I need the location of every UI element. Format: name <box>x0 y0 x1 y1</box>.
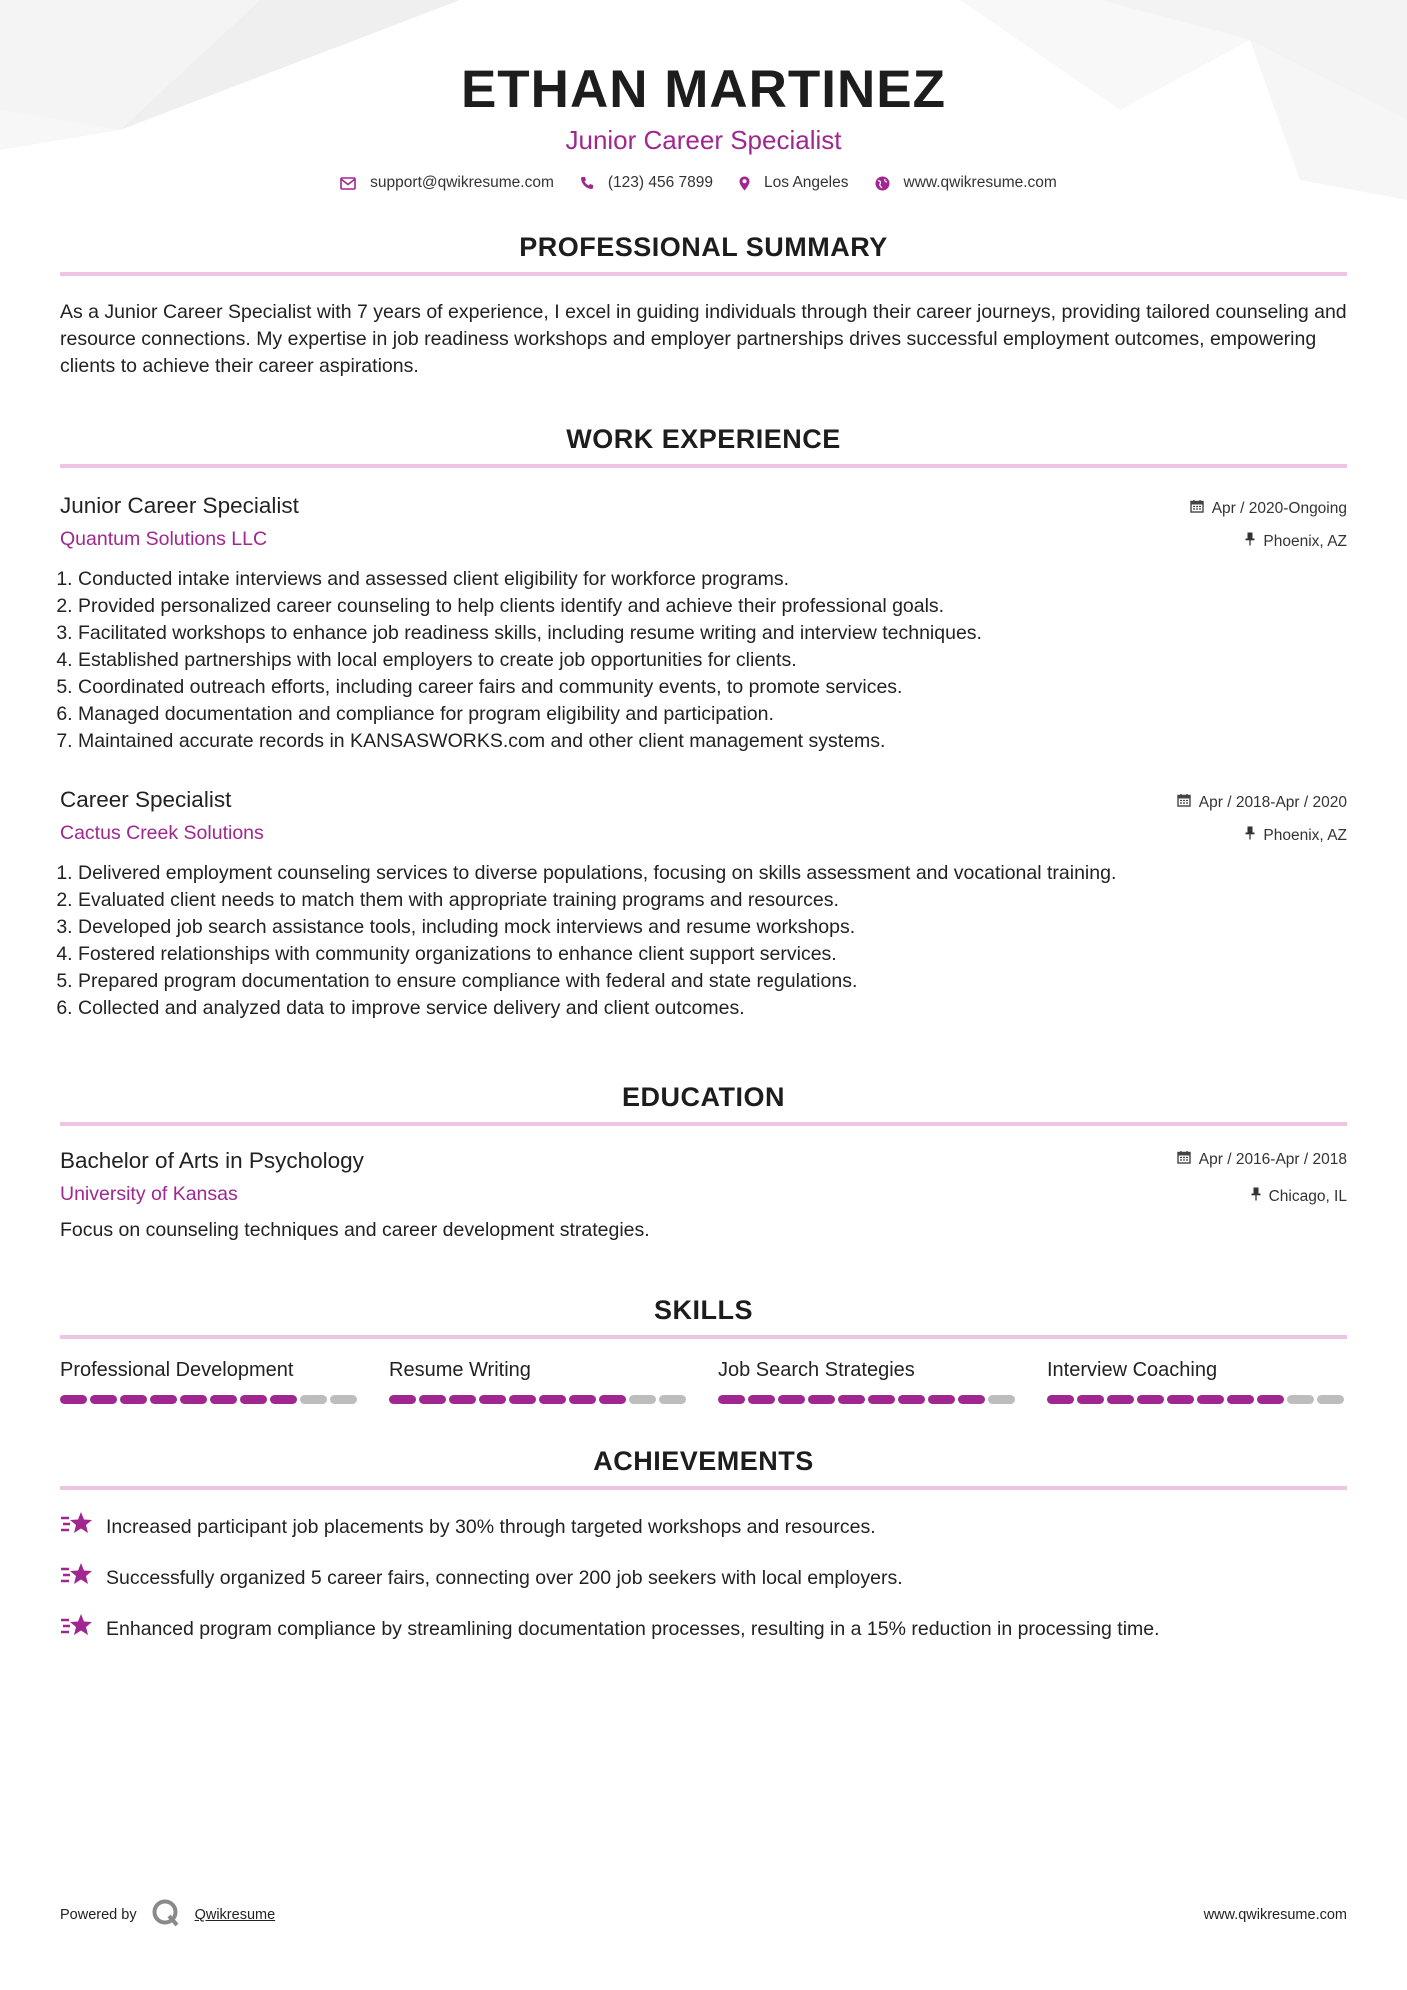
education-heading: EDUCATION <box>622 1082 785 1112</box>
job-title: Career Specialist <box>60 787 232 812</box>
skill-segment-filled <box>90 1395 117 1404</box>
skill-segment-filled <box>449 1395 476 1404</box>
job-dates: Apr / 2018-Apr / 2020 <box>1198 794 1347 811</box>
skill-segment-filled <box>479 1395 506 1404</box>
skill-segment-filled <box>1137 1395 1164 1404</box>
list-item: 2. Provided personalized career counseling to help clients identify and achieve their professional goals. <box>78 593 1347 620</box>
achievement-text: Enhanced program compliance by streamlining documentation processes, resulting in a 15% reduction in processing time. <box>106 1617 1160 1640</box>
achievement-text: Successfully organized 5 career fairs, connecting over 200 job seekers with local employers. <box>106 1566 903 1589</box>
degree-title: Bachelor of Arts in Psychology <box>60 1148 364 1173</box>
list-item: 6. Managed documentation and compliance for program eligibility and participation. <box>78 701 1347 728</box>
summary-section <box>60 230 1347 380</box>
skill-segment-filled <box>509 1395 536 1404</box>
pushpin-icon <box>1245 826 1255 846</box>
star-icon <box>60 1612 94 1645</box>
experience-heading: WORK EXPERIENCE <box>566 424 841 454</box>
job-title: Junior Career Specialist <box>60 493 299 518</box>
education-section <box>60 1080 1347 1243</box>
skill-name: Resume Writing <box>389 1359 531 1381</box>
powered-by <box>60 1898 275 1932</box>
skill-segment-empty <box>629 1395 656 1404</box>
skill-segment-filled <box>838 1395 865 1404</box>
skill-level-bar <box>60 1395 360 1404</box>
skills-list <box>60 1357 1347 1404</box>
skill-segment-filled <box>868 1395 895 1404</box>
skill-item <box>1047 1357 1347 1404</box>
phone-icon <box>580 176 594 190</box>
job-location: Phoenix, AZ <box>1263 827 1347 844</box>
globe-icon <box>875 176 890 191</box>
section-divider <box>60 1122 1347 1126</box>
list-item: 1. Conducted intake interviews and assessed client eligibility for workforce programs. <box>78 566 1347 593</box>
calendar-icon <box>1190 499 1204 519</box>
achievements-heading: ACHIEVEMENTS <box>593 1446 814 1476</box>
skill-segment-empty <box>659 1395 686 1404</box>
skill-segment-filled <box>778 1395 805 1404</box>
list-item: 6. Collected and analyzed data to improve service delivery and client outcomes. <box>78 995 1347 1022</box>
section-divider <box>60 1486 1347 1490</box>
company-name: Cactus Creek Solutions <box>60 822 264 844</box>
skills-section <box>60 1293 1347 1404</box>
skill-item <box>718 1357 1018 1404</box>
qwikresume-logo-icon <box>151 1898 181 1932</box>
skill-segment-filled <box>808 1395 835 1404</box>
skill-segment-filled <box>569 1395 596 1404</box>
skill-segment-filled <box>150 1395 177 1404</box>
education-dates: Apr / 2016-Apr / 2018 <box>1198 1151 1347 1168</box>
skill-level-bar <box>389 1395 689 1404</box>
skill-item <box>60 1357 360 1404</box>
achievement-item <box>60 1510 1347 1543</box>
job-duties <box>60 860 1347 1022</box>
job-location: Phoenix, AZ <box>1263 533 1347 550</box>
company-name: Quantum Solutions LLC <box>60 528 268 550</box>
website-text: www.qwikresume.com <box>903 174 1057 191</box>
phone-text: (123) 456 7899 <box>607 174 714 191</box>
skill-level-bar <box>718 1395 1018 1404</box>
education-location: Chicago, IL <box>1268 1188 1347 1205</box>
list-item: 5. Prepared program documentation to ensure compliance with federal and state regulations. <box>78 968 1347 995</box>
education-description: Focus on counseling techniques and career development strategies. <box>60 1219 650 1241</box>
skill-segment-filled <box>1167 1395 1194 1404</box>
job-dates: Apr / 2020-Ongoing <box>1211 500 1347 517</box>
list-item: 3. Developed job search assistance tools, including mock interviews and resume workshops. <box>78 914 1347 941</box>
skill-segment-filled <box>1047 1395 1074 1404</box>
list-item: 1. Delivered employment counseling services to diverse populations, focusing on skills assessment and vocational training. <box>78 860 1347 887</box>
envelope-icon <box>340 177 356 190</box>
powered-by-label: Powered by <box>60 1907 137 1923</box>
skill-item <box>389 1357 689 1404</box>
calendar-icon <box>1177 793 1191 813</box>
skill-segment-filled <box>1227 1395 1254 1404</box>
job-entry <box>60 491 1347 755</box>
skill-segment-filled <box>180 1395 207 1404</box>
skill-segment-filled <box>599 1395 626 1404</box>
skill-segment-empty <box>988 1395 1015 1404</box>
skill-segment-filled <box>1077 1395 1104 1404</box>
skill-segment-filled <box>718 1395 745 1404</box>
skill-segment-filled <box>1197 1395 1224 1404</box>
skill-segment-filled <box>389 1395 416 1404</box>
skill-segment-filled <box>1107 1395 1134 1404</box>
section-divider <box>60 272 1347 276</box>
page-footer <box>60 1898 1347 1932</box>
skill-segment-filled <box>928 1395 955 1404</box>
list-item: 3. Facilitated workshops to enhance job readiness skills, including resume writing and interview techniques. <box>78 620 1347 647</box>
candidate-role: Junior Career Specialist <box>565 125 842 155</box>
skill-segment-filled <box>210 1395 237 1404</box>
skill-level-bar <box>1047 1395 1347 1404</box>
skill-segment-empty <box>1317 1395 1344 1404</box>
skill-segment-empty <box>1287 1395 1314 1404</box>
skill-segment-filled <box>898 1395 925 1404</box>
location-text: Los Angeles <box>764 174 849 191</box>
achievements-section <box>60 1444 1347 1645</box>
list-item: 4. Fostered relationships with community organizations to enhance client support services. <box>78 941 1347 968</box>
skill-name: Interview Coaching <box>1047 1359 1218 1381</box>
candidate-name: ETHAN MARTINEZ <box>460 60 947 119</box>
skill-segment-filled <box>539 1395 566 1404</box>
summary-text: As a Junior Career Specialist with 7 years of experience, I excel in guiding individuals through their career journeys, providing tailored counseling and resource connections. My expertise in job readiness workshops and employer partnerships drives successful employment outcomes, empowering clients to achieve their career aspirations. <box>60 301 1347 377</box>
star-icon <box>60 1510 94 1543</box>
skill-segment-empty <box>330 1395 357 1404</box>
skill-segment-empty <box>300 1395 327 1404</box>
skill-name: Job Search Strategies <box>718 1359 915 1381</box>
contact-bar <box>60 173 1347 193</box>
education-entry <box>60 1146 1347 1243</box>
job-entry <box>60 785 1347 1022</box>
pushpin-icon <box>1245 532 1255 552</box>
skills-heading: SKILLS <box>653 1295 753 1325</box>
achievement-item <box>60 1561 1347 1594</box>
achievements-list <box>60 1510 1347 1645</box>
section-divider <box>60 1335 1347 1339</box>
job-duties <box>60 566 1347 755</box>
skill-segment-filled <box>240 1395 267 1404</box>
calendar-icon <box>1177 1150 1191 1170</box>
skill-segment-filled <box>958 1395 985 1404</box>
list-item: 2. Evaluated client needs to match them with appropriate training programs and resources. <box>78 887 1347 914</box>
list-item: 4. Established partnerships with local employers to create job opportunities for clients. <box>78 647 1347 674</box>
skill-segment-filled <box>1257 1395 1284 1404</box>
map-pin-icon <box>739 176 750 191</box>
experience-section <box>60 422 1347 1022</box>
achievement-item <box>60 1612 1347 1645</box>
contact-phone[interactable] <box>580 173 713 193</box>
summary-heading: PROFESSIONAL SUMMARY <box>519 232 888 262</box>
skill-name: Professional Development <box>60 1359 294 1381</box>
footer-website[interactable]: www.qwikresume.com <box>1203 1907 1347 1923</box>
qwikresume-link[interactable]: Qwikresume <box>194 1907 276 1923</box>
skill-segment-filled <box>120 1395 147 1404</box>
star-icon <box>60 1561 94 1594</box>
pushpin-icon <box>1251 1187 1261 1207</box>
contact-email[interactable] <box>340 173 554 193</box>
email-text: support@qwikresume.com <box>370 174 554 191</box>
skill-segment-filled <box>748 1395 775 1404</box>
list-item: 5. Coordinated outreach efforts, including career fairs and community events, to promote services. <box>78 674 1347 701</box>
skill-segment-filled <box>419 1395 446 1404</box>
list-item: 7. Maintained accurate records in KANSASWORKS.com and other client management systems. <box>78 728 1347 755</box>
contact-website[interactable] <box>875 173 1057 193</box>
skill-segment-filled <box>60 1395 87 1404</box>
contact-location <box>739 173 848 193</box>
school-name: University of Kansas <box>60 1183 238 1205</box>
skill-segment-filled <box>270 1395 297 1404</box>
achievement-text: Increased participant job placements by 30% through targeted workshops and resources. <box>106 1515 876 1538</box>
section-divider <box>60 464 1347 468</box>
